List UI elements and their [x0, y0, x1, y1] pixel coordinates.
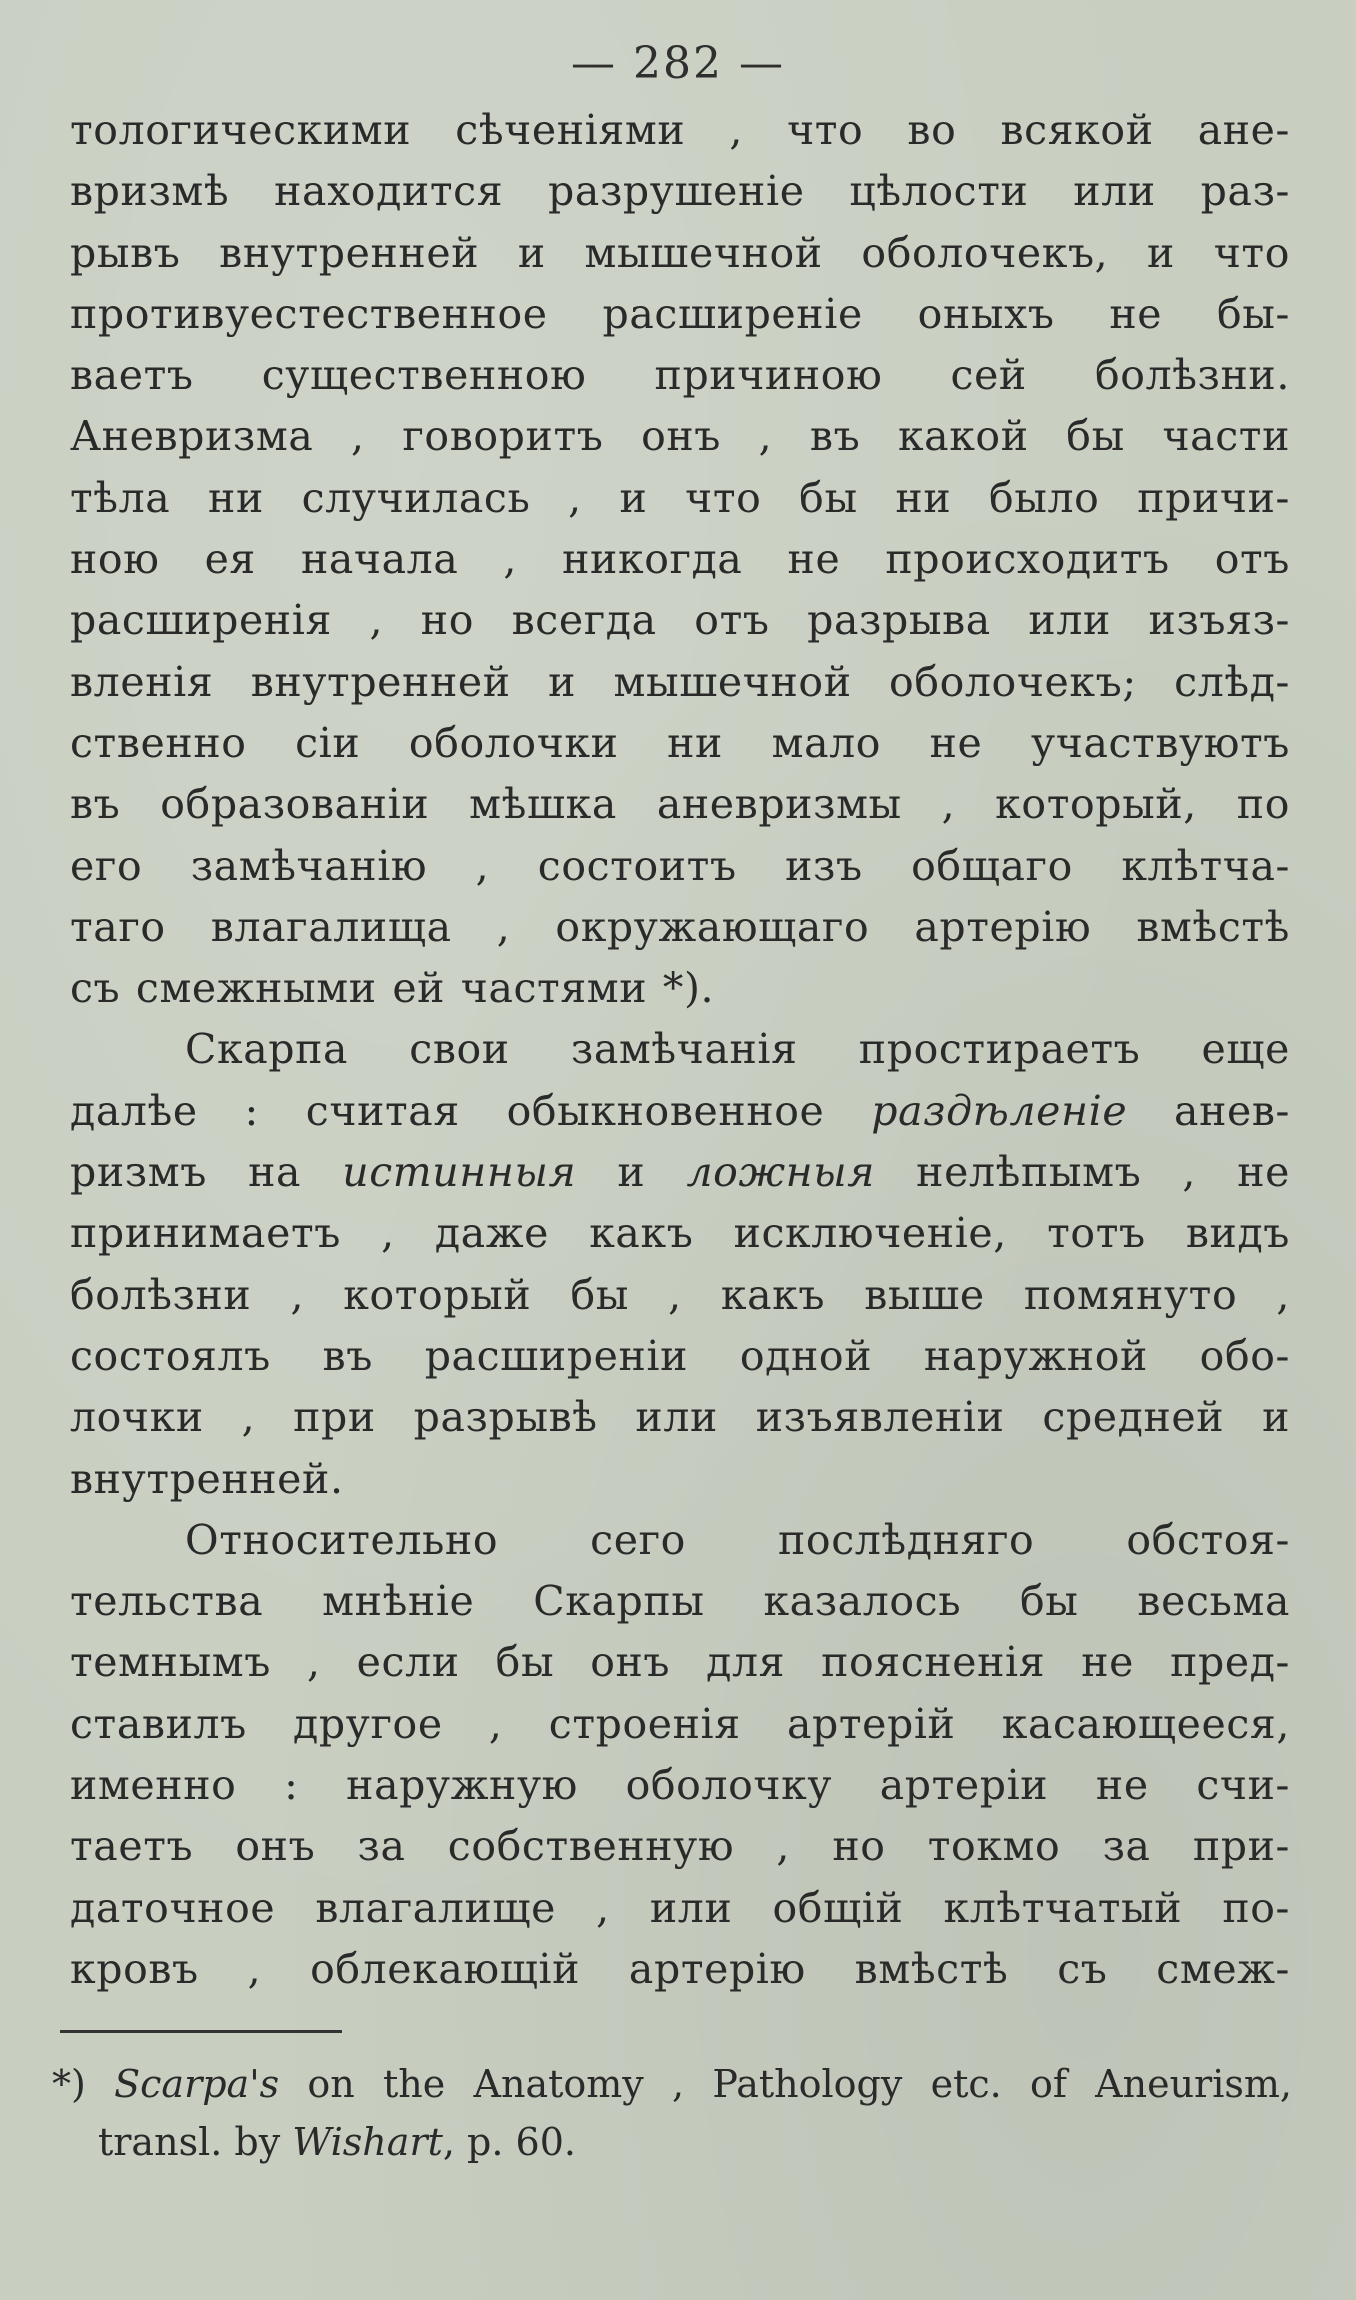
footnote-divider: [60, 2030, 342, 2033]
text-line: [70, 406, 1290, 467]
text-run: внутренней.: [70, 1454, 344, 1503]
footnote-translator: Wishart: [292, 2120, 443, 2164]
text-line: [70, 1326, 1290, 1387]
text-run: темнымъ , если бы онъ для поясненія не пред-: [70, 1638, 1290, 1687]
text-run: противуестественное расширеніе оныхъ не бы-: [70, 289, 1290, 338]
text-line: [70, 958, 1290, 1019]
text-line: [70, 1387, 1290, 1448]
text-run: съ смежными ей частями *).: [70, 964, 715, 1013]
text-run: далѣе : считая обыкновенное: [70, 1086, 872, 1135]
text-line: [70, 836, 1290, 897]
italic-term: истинныя: [342, 1148, 577, 1197]
page-number: — 282 —: [571, 38, 785, 89]
text-run: вризмѣ находится разрушеніе цѣлости или раз-: [70, 167, 1290, 216]
text-line: [70, 1203, 1290, 1264]
text-run: даточное влагалище , или общій клѣтчатый по-: [70, 1883, 1290, 1932]
text-line: [70, 652, 1290, 713]
text-line: [70, 1632, 1290, 1693]
text-line: [70, 774, 1290, 835]
text-run: Аневризма , говоритъ онъ , въ какой бы части: [70, 412, 1290, 461]
text-line: [70, 529, 1290, 590]
italic-term: ложныя: [686, 1148, 876, 1197]
footnote-author: Scarpa's: [114, 2062, 280, 2106]
footnote-line-1: [52, 2055, 1292, 2113]
text-line: [70, 100, 1290, 161]
text-line: [70, 345, 1290, 406]
text-run: принимаетъ , даже какъ исключеніе, тотъ видъ: [70, 1209, 1290, 1258]
text-line: [70, 284, 1290, 345]
footnote-transl: transl. by: [98, 2120, 281, 2164]
text-line: [70, 1878, 1290, 1939]
text-run: болѣзни , который бы , какъ выше помянуто ,: [70, 1270, 1290, 1319]
text-line: [70, 1755, 1290, 1816]
text-run: и: [576, 1148, 687, 1197]
text-run: тологическими сѣченіями , что во всякой ане-: [70, 106, 1290, 154]
footnote-marker: *): [52, 2062, 86, 2106]
text-line: [70, 590, 1290, 651]
text-line: [70, 1939, 1290, 2000]
text-line: [70, 161, 1290, 222]
text-line: [70, 223, 1290, 284]
text-run: именно : наружную оболочку артеріи не счи-: [70, 1761, 1290, 1810]
text-line: [70, 1019, 1290, 1080]
text-line: [70, 897, 1290, 958]
footnote-line-2: [52, 2113, 1292, 2171]
text-run: лочки , при разрывѣ или изъявленіи средней и: [70, 1393, 1290, 1442]
text-line: [70, 1816, 1290, 1877]
text-line: [70, 713, 1290, 774]
text-run: ваетъ существенною причиною сей болѣзни.: [70, 351, 1290, 400]
text-run: вленія внутренней и мышечной оболочекъ; слѣд-: [70, 657, 1290, 706]
text-run: въ образованіи мѣшка аневризмы , который, по: [70, 780, 1290, 829]
text-run: тѣла ни случилась , и что бы ни было причи-: [70, 473, 1290, 522]
text-run: тельства мнѣніе Скарпы казалось бы весьма: [70, 1577, 1290, 1626]
text-run: рывъ внутренней и мышечной оболочекъ, и что: [70, 228, 1290, 277]
text-line: [70, 1081, 1290, 1142]
text-run: Скарпа свои замѣчанія простираетъ еще: [185, 1025, 1290, 1074]
text-run: расширенія , но всегда отъ разрыва или изъяз-: [70, 596, 1290, 645]
text-run: Относительно сего послѣдняго обстоя-: [185, 1515, 1290, 1564]
text-run: его замѣчанію , состоитъ изъ общаго клѣтча-: [70, 841, 1290, 890]
text-run: ственно сіи оболочки ни мало не участвуютъ: [70, 718, 1290, 767]
text-line: [70, 1571, 1290, 1632]
italic-term: раздѣленіе: [871, 1086, 1128, 1135]
text-line: [70, 1510, 1290, 1571]
footnote: [52, 2055, 1292, 2171]
text-run: нелѣпымъ , не: [875, 1148, 1290, 1197]
text-run: ризмъ на: [70, 1148, 343, 1197]
text-run: ставилъ другое , строенія артерій касающееся,: [70, 1699, 1290, 1748]
text-run: таетъ онъ за собственную , но токмо за при-: [70, 1822, 1290, 1871]
text-line: [70, 1142, 1290, 1203]
text-run: ною ея начала , никогда не происходитъ отъ: [70, 535, 1290, 584]
footnote-page-ref: , p. 60.: [442, 2120, 576, 2164]
body-text: [70, 100, 1290, 2000]
text-run: состоялъ въ расширеніи одной наружной обо-: [70, 1331, 1290, 1380]
text-line: [70, 1694, 1290, 1755]
text-run: анев-: [1127, 1086, 1291, 1135]
text-run: кровъ , облекающій артерію вмѣстѣ съ смеж-: [70, 1944, 1290, 1993]
footnote-title: on the Anatomy , Pathology etc. of Aneurism,: [307, 2062, 1292, 2106]
text-run: таго влагалища , окружающаго артерію вмѣстѣ: [70, 902, 1290, 951]
text-line: [70, 1449, 1290, 1510]
text-line: [70, 1265, 1290, 1326]
text-line: [70, 468, 1290, 529]
